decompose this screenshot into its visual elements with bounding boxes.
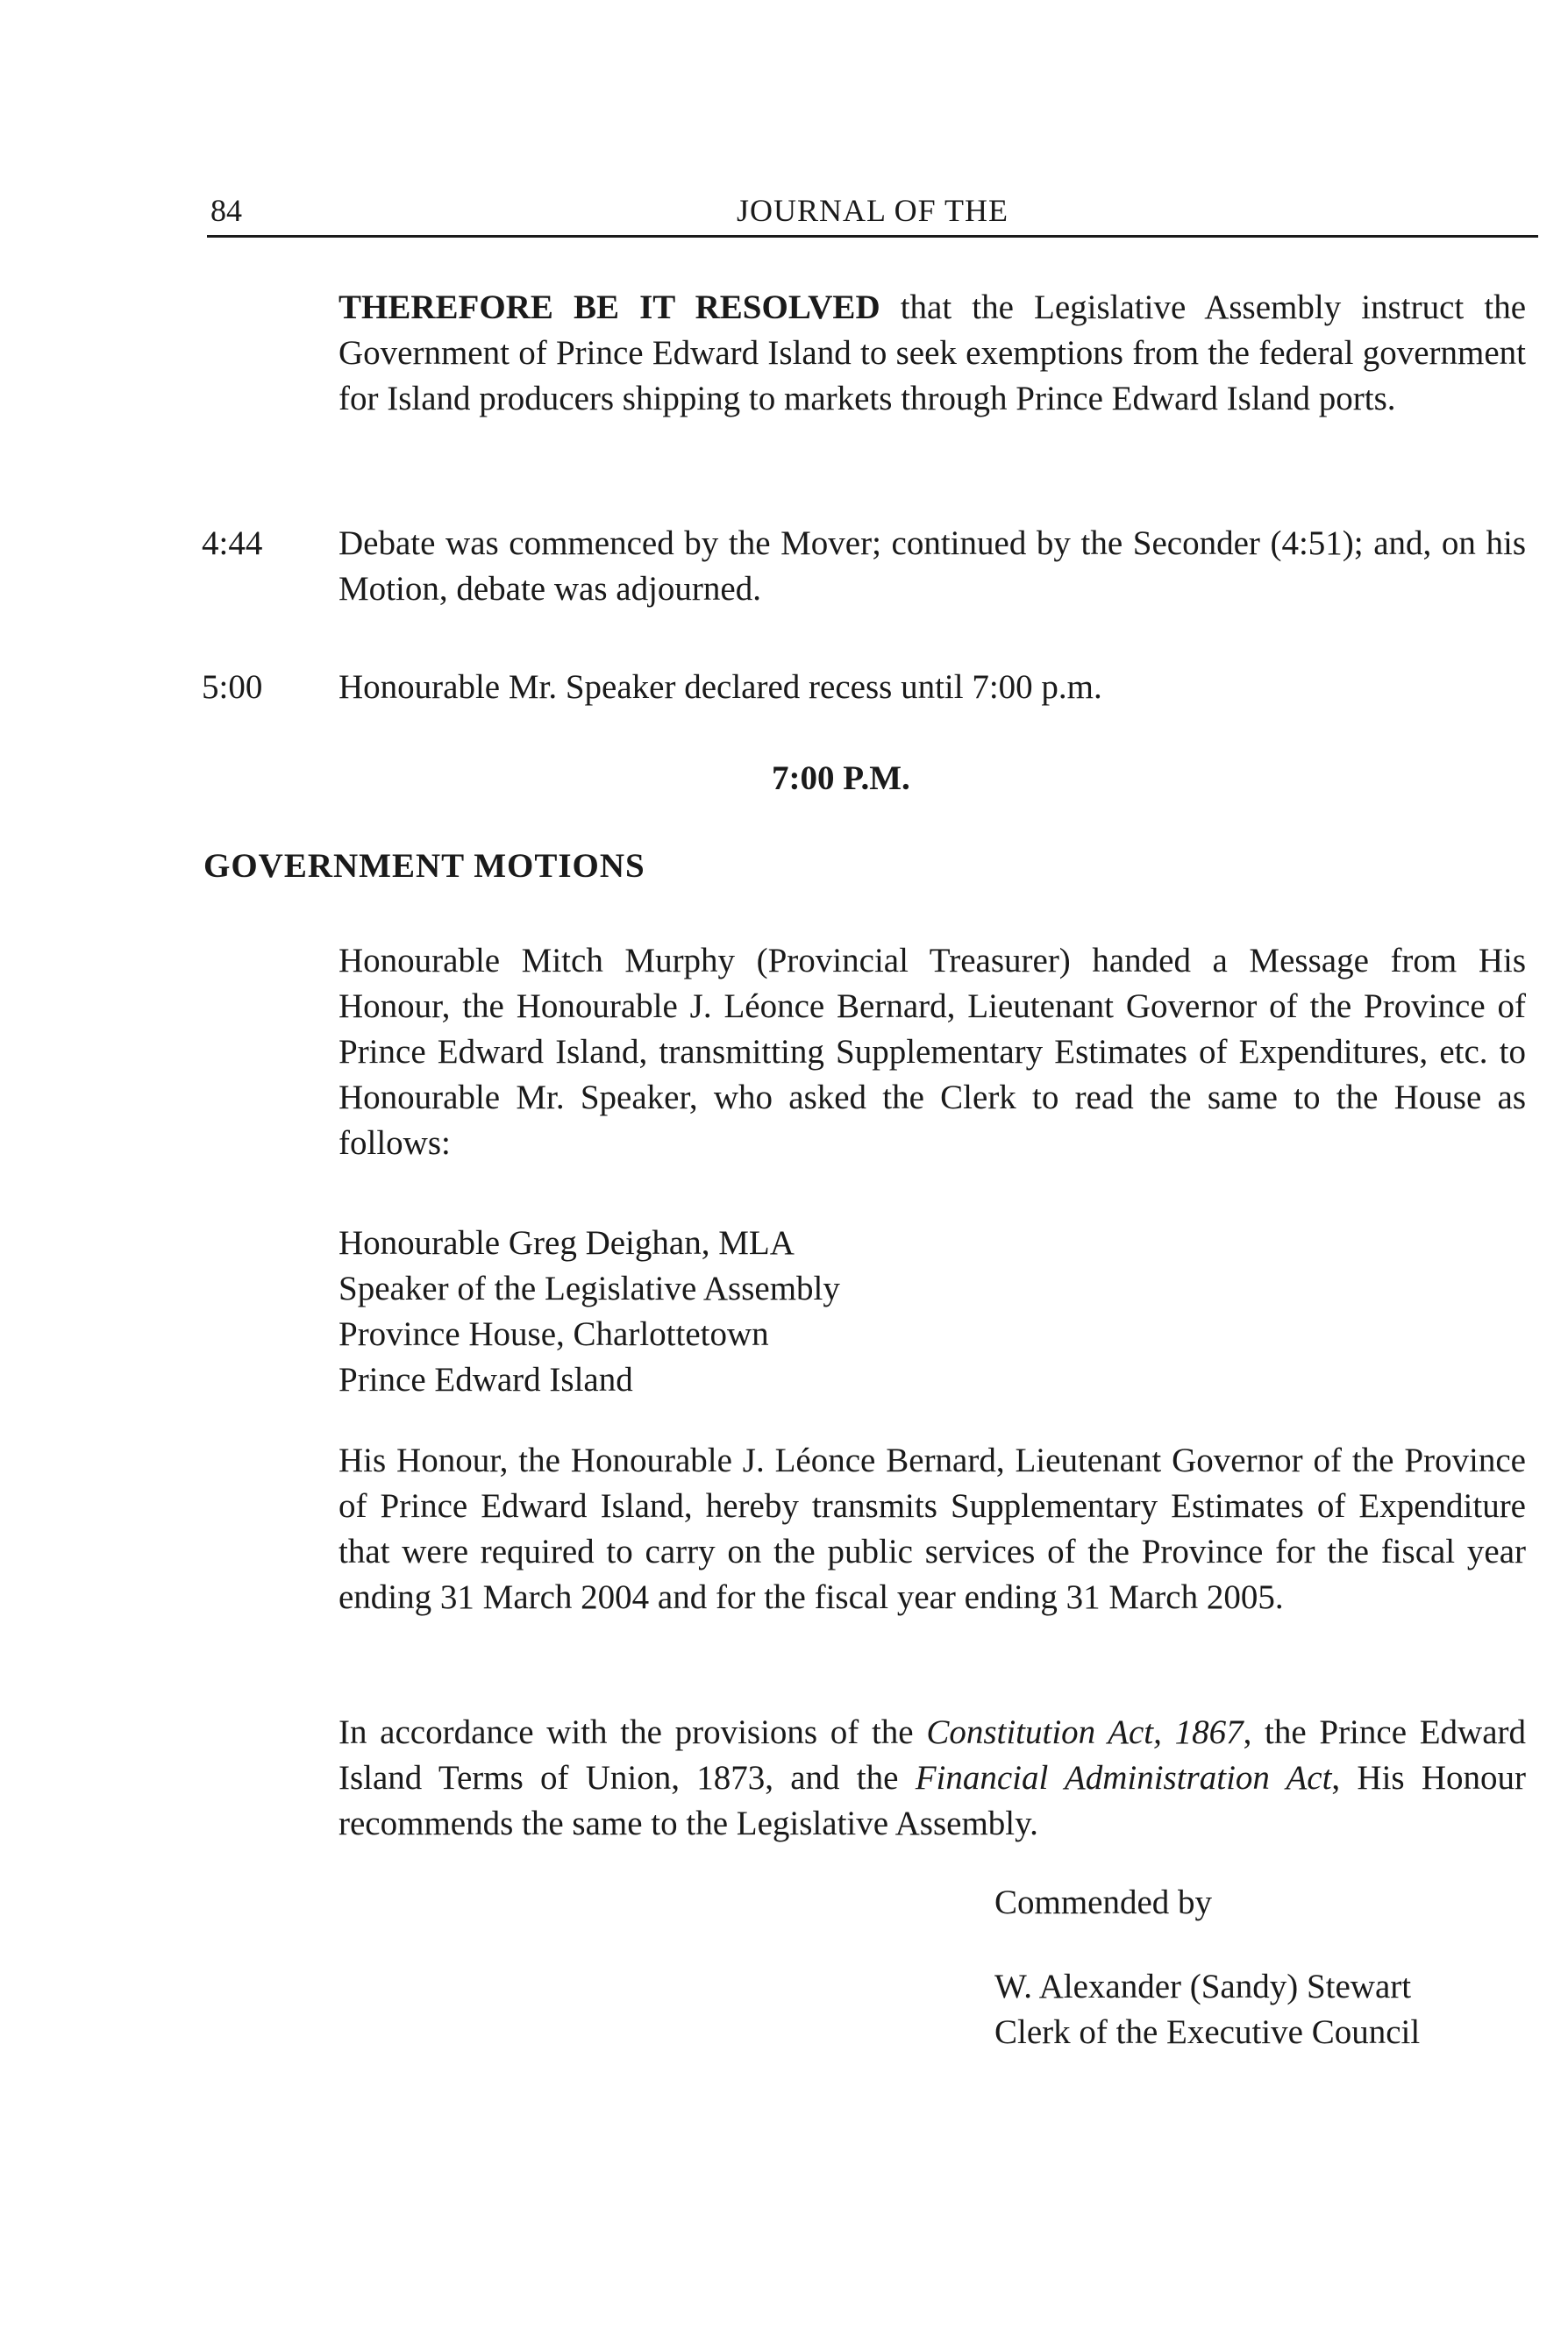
address-line: Speaker of the Legislative Assembly <box>339 1270 840 1307</box>
commended-by-line <box>994 1880 1521 1926</box>
constitution-act-title: Constitution Act, 1867 <box>926 1713 1244 1751</box>
accordance-paragraph <box>339 1710 1526 1847</box>
journal-title: JOURNAL OF THE <box>736 193 1009 228</box>
running-header <box>207 191 1538 238</box>
resolution-text: that the Legislative Assembly instruct the Government of Prince Edward Island to seek exemptions from the federal government for Island producers shipping to markets through Prince Edward Island ports. <box>339 288 1526 417</box>
signatory-name: W. Alexander (Sandy) Stewart <box>994 1968 1412 2005</box>
message-body-paragraph: His Honour, the Honourable J. Léonce Bernard, Lieutenant Governor of the Province of Prince Edward Island, hereby transmits Supplementary Estimates of Expenditure that were required to carry on the public services of the Province for the fiscal year ending 31 March 2004 and for the fiscal year ending 31 March 2005. <box>339 1442 1526 1616</box>
time-entry-1: 4:44 <box>202 524 263 562</box>
resolution-paragraph <box>339 285 1526 422</box>
evening-sitting-time: 7:00 P.M. <box>772 759 910 797</box>
address-line: Province House, Charlottetown <box>339 1315 769 1353</box>
entry-1-text: Debate was commenced by the Mover; continued by the Seconder (4:51); and, on his Motion, debate was adjourned. <box>339 524 1526 608</box>
time-entry-2: 5:00 <box>202 668 263 706</box>
commended-by-label: Commended by <box>994 1884 1213 1921</box>
message-intro-paragraph: Honourable Mitch Murphy (Provincial Treasurer) handed a Message from His Honour, the Honourable J. Léonce Bernard, Lieutenant Governor of the Province of Prince Edward Island, transmitting Supplementary Estimates of Expenditures, etc. to Honourable Mr. Speaker, who asked the Clerk to read the same to the House as follows: <box>339 942 1526 1162</box>
address-line: Honourable Greg Deighan, MLA <box>339 1224 795 1262</box>
entry-2-text: Honourable Mr. Speaker declared recess until 7:00 p.m. <box>339 668 1102 706</box>
page-number: 84 <box>210 193 242 228</box>
speaker-address-block <box>339 1221 1215 1403</box>
section-heading: GOVERNMENT MOTIONS <box>203 847 645 885</box>
financial-administration-act-title: Financial Administration Act <box>915 1759 1332 1797</box>
accordance-text: , His Honour recommends the same to the Legislative Assembly. <box>339 1759 1526 1842</box>
address-line: Prince Edward Island <box>339 1361 633 1399</box>
signature-block <box>994 1964 1521 2055</box>
signatory-title: Clerk of the Executive Council <box>994 2013 1421 2051</box>
accordance-text: In accordance with the provisions of the <box>339 1713 927 1751</box>
accordance-text: , the Prince Edward Island Terms of Union, 1873, and the <box>339 1713 1526 1797</box>
resolution-lead: THEREFORE BE IT RESOLVED <box>339 288 880 326</box>
